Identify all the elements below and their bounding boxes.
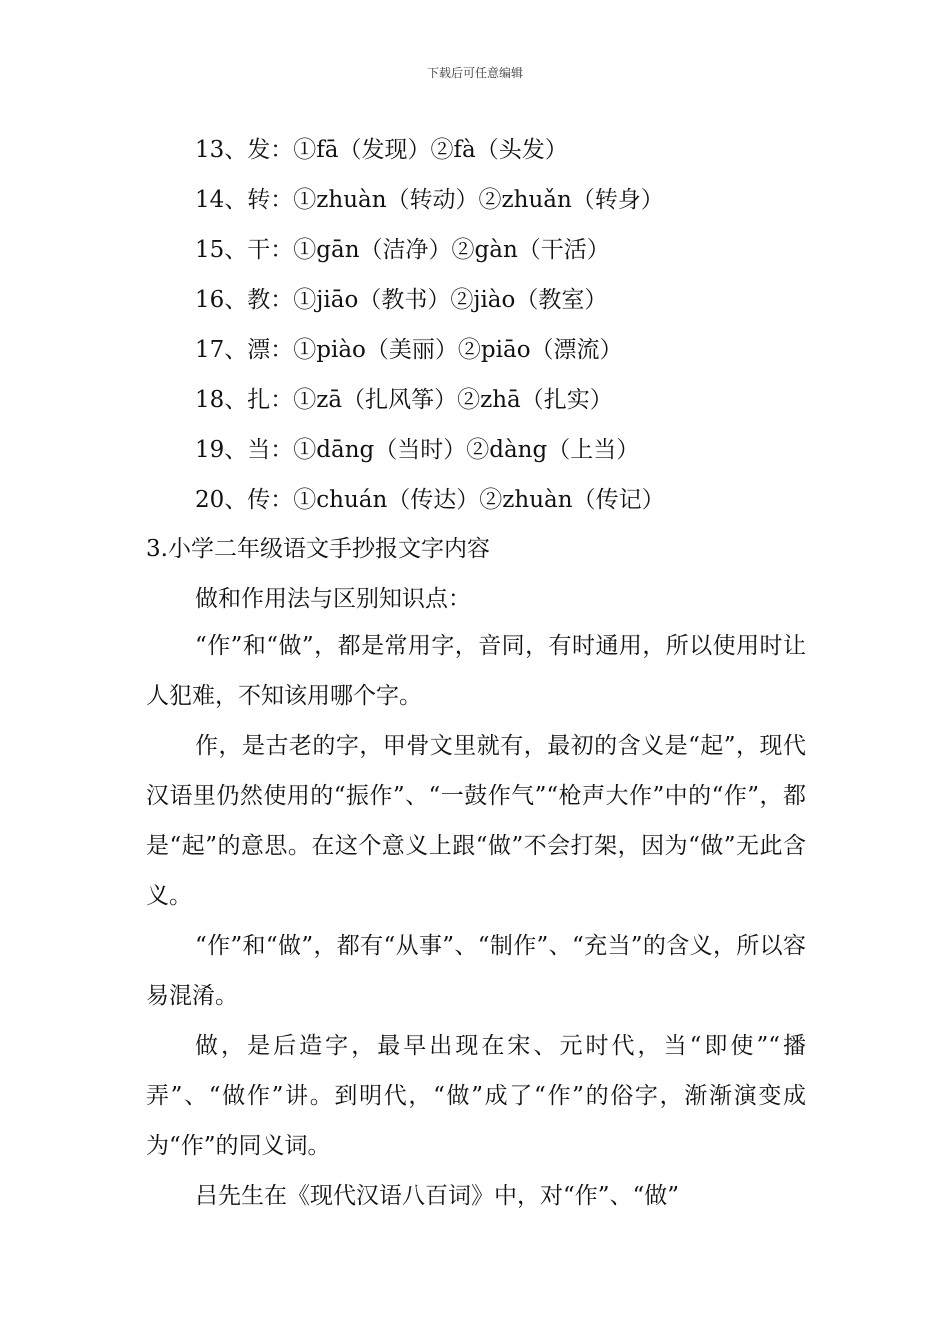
list-item: 15、干：①gān（洁净）②gàn（干活） [195,237,610,263]
list-item: 14、转：①zhuàn（转动）②zhuǎn（转身） [195,187,664,213]
section-heading: 3.小学二年级语文手抄报文字内容 [146,536,490,562]
paragraph: 吕先生在《现代汉语八百词》中，对“作”、“做” [195,1183,680,1209]
list-item: 17、漂：①piào（美丽）②piāo（漂流） [195,337,623,363]
list-item: 13、发：①fā（发现）②fà（头发） [195,137,568,163]
list-item: 16、教：①jiāo（教书）②jiào（教室） [195,287,608,313]
section-subheading: 做和作用法与区别知识点： [195,586,471,612]
list-item: 19、当：①dāng（当时）②dàng（上当） [195,437,640,463]
paragraph: 做，是后造字，最早出现在宋、元时代，当“即使”“播弄”、“做作”讲。到明代，“做”成了“作”的俗字，渐渐演变成为“作”的同义词。 [146,1033,806,1159]
list-item: 18、扎：①zā（扎风筝）②zhā（扎实） [195,387,613,413]
paragraph: “作”和“做”，都是常用字，音同，有时通用，所以使用时让人犯难，不知该用哪个字。 [146,633,806,709]
paragraph: “作”和“做”，都有“从事”、“制作”、“充当”的含义，所以容易混淆。 [146,933,806,1009]
list-item: 20、传：①chuán（传达）②zhuàn（传记） [195,487,665,513]
paragraph: 作，是古老的字，甲骨文里就有，最初的含义是“起”，现代汉语里仍然使用的“振作”、“一鼓作气”“枪声大作”中的“作”，都是“起”的意思。在这个意义上跟“做”不会打架，因为“做”无此含义。 [146,733,806,909]
page-header: 下载后可任意编辑 [426,66,523,80]
